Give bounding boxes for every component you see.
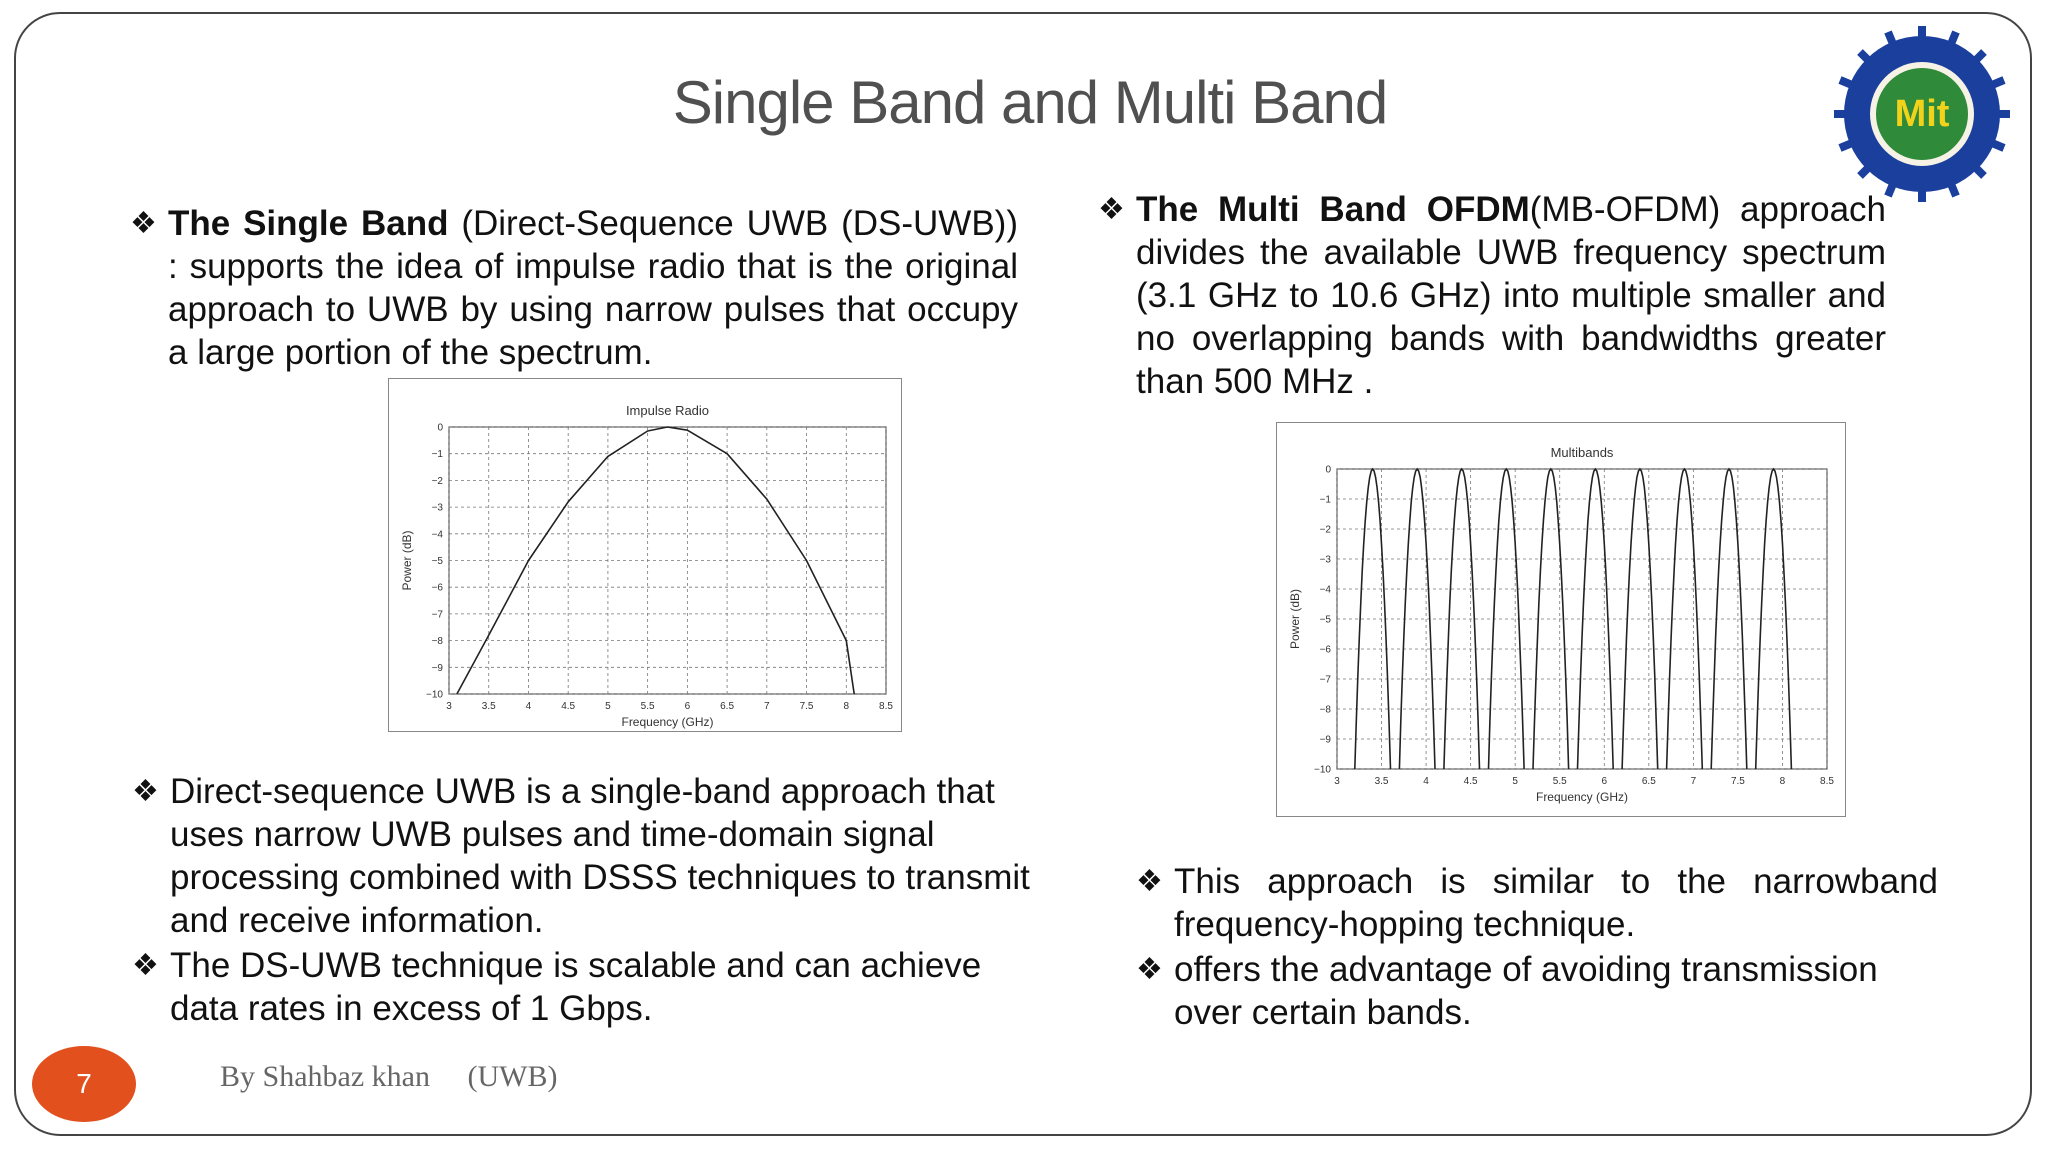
y-axis-label: Power (dB) bbox=[1288, 588, 1302, 650]
x-tick-label: 6 bbox=[1601, 776, 1608, 787]
y-tick-label: −9 bbox=[431, 662, 443, 674]
x-tick-label: 7 bbox=[1690, 776, 1697, 787]
x-tick-label: 4.5 bbox=[561, 701, 576, 712]
right-bullet-1: ❖ This approach is similar to the narrowband frequency-hopping technique. bbox=[1136, 862, 1938, 944]
impulse-radio-chart bbox=[388, 378, 902, 732]
y-tick-label: −3 bbox=[431, 502, 443, 514]
y-tick-label: −4 bbox=[1319, 584, 1331, 596]
x-axis-label: Frequency (GHz) bbox=[1535, 790, 1629, 804]
x-tick-label: 3 bbox=[1334, 776, 1340, 787]
y-tick-label: −4 bbox=[431, 529, 443, 541]
bullet-icon: ❖ bbox=[1136, 865, 1163, 898]
x-tick-label: 8.5 bbox=[879, 701, 893, 712]
x-tick-label: 3 bbox=[446, 701, 452, 712]
x-tick-label: 4.5 bbox=[1463, 776, 1478, 787]
bullet-icon: ❖ bbox=[132, 949, 159, 982]
y-tick-label: −8 bbox=[1319, 704, 1331, 716]
chart-title: Impulse Radio bbox=[625, 403, 710, 418]
x-tick-label: 6.5 bbox=[1641, 776, 1656, 787]
x-tick-label: 8 bbox=[843, 701, 850, 712]
single-band-text: (Direct-Sequence UWB (DS-UWB)) : supports the idea of impulse radio that is the original approach to UWB by using narrow pulses that occupy a large portion of the spectrum. bbox=[168, 204, 1018, 372]
x-tick-label: 5 bbox=[605, 701, 611, 712]
footer-text bbox=[220, 1060, 557, 1094]
y-tick-label: −5 bbox=[1319, 614, 1331, 626]
x-tick-label: 5.5 bbox=[1552, 776, 1567, 787]
x-tick-label: 6.5 bbox=[720, 701, 735, 712]
y-tick-label: −3 bbox=[1319, 554, 1331, 566]
y-tick-label: −8 bbox=[431, 636, 443, 648]
multi-band-intro bbox=[1098, 188, 1886, 403]
single-band-intro bbox=[130, 202, 1018, 374]
x-tick-label: 7 bbox=[764, 701, 770, 712]
bullet-icon: ❖ bbox=[132, 775, 159, 808]
x-tick-label: 3.5 bbox=[1374, 776, 1389, 787]
y-tick-label: −1 bbox=[1319, 494, 1331, 506]
x-tick-label: 3.5 bbox=[481, 701, 496, 712]
x-tick-label: 7.5 bbox=[1730, 776, 1745, 787]
y-tick-label: −9 bbox=[1319, 734, 1331, 746]
y-tick-label: −10 bbox=[426, 689, 443, 701]
x-axis-label: Frequency (GHz) bbox=[621, 715, 714, 729]
x-tick-label: 8 bbox=[1779, 776, 1786, 787]
footer-topic: (UWB) bbox=[467, 1060, 558, 1093]
left-bullet-2: ❖ The DS-UWB technique is scalable and can achieve data rates in excess of 1 Gbps. bbox=[132, 946, 982, 1028]
bullet-icon: ❖ bbox=[1098, 193, 1125, 226]
x-tick-label: 4 bbox=[525, 701, 532, 712]
multibands-chart bbox=[1276, 422, 1846, 817]
slide-title: Single Band and Multi Band bbox=[672, 69, 1388, 136]
x-tick-label: 5 bbox=[1512, 776, 1518, 787]
x-tick-label: 8.5 bbox=[1820, 776, 1834, 787]
page-number-badge: 7 bbox=[32, 1046, 136, 1122]
y-tick-label: −6 bbox=[431, 582, 443, 594]
y-tick-label: −10 bbox=[1314, 764, 1331, 776]
y-tick-label: −6 bbox=[1319, 644, 1331, 656]
footer-author: By Shahbaz khan bbox=[220, 1060, 430, 1093]
y-tick-label: −7 bbox=[1319, 674, 1331, 686]
x-tick-label: 7.5 bbox=[799, 701, 814, 712]
impulse-radio-svg bbox=[389, 379, 901, 731]
x-tick-label: 4 bbox=[1423, 776, 1429, 787]
right-bullet-2: ❖ offers the advantage of avoiding transmission over certain bands. bbox=[1136, 950, 1878, 1032]
multi-band-heading: The Multi Band OFDM bbox=[1136, 190, 1530, 229]
y-tick-label: −2 bbox=[1319, 524, 1331, 536]
y-tick-label: −7 bbox=[431, 609, 443, 621]
chart-title: Multibands bbox=[1550, 445, 1614, 460]
multibands-svg bbox=[1277, 423, 1845, 816]
y-tick-label: −5 bbox=[431, 556, 443, 567]
x-tick-label: 6 bbox=[684, 701, 691, 712]
left-bullet-1: ❖ Direct-sequence UWB is a single-band approach that uses narrow UWB pulses and time-domain signal processing combined with DSSS techniques to transmit and receive information. bbox=[132, 772, 1030, 940]
y-axis-label: Power (dB) bbox=[400, 530, 414, 591]
y-tick-label: −2 bbox=[431, 475, 443, 487]
bullet-icon: ❖ bbox=[130, 207, 157, 240]
single-band-heading: The Single Band bbox=[168, 204, 449, 243]
institute-logo bbox=[1832, 24, 2012, 204]
y-tick-label: −1 bbox=[431, 449, 443, 461]
x-tick-label: 5.5 bbox=[640, 701, 655, 712]
multi-band-text: (MB-OFDM) approach divides the available UWB frequency spectrum (3.1 GHz to 10.6 GHz) into multiple smaller and no overlapping bands with bandwidths greater than 500 MHz . bbox=[1136, 190, 1886, 401]
y-tick-label: 0 bbox=[1325, 464, 1331, 476]
y-tick-label: 0 bbox=[437, 422, 443, 434]
svg-text:Mit: Mit bbox=[1894, 93, 1950, 135]
bullet-icon: ❖ bbox=[1136, 953, 1163, 986]
